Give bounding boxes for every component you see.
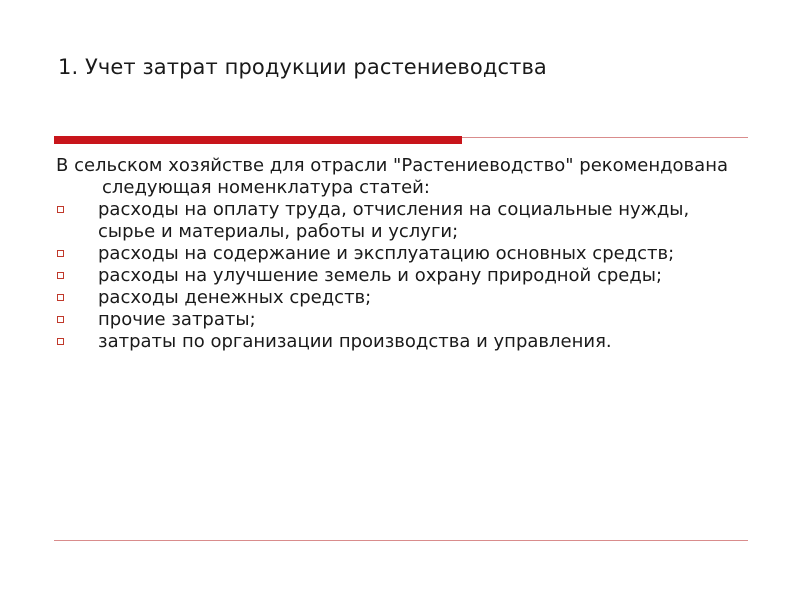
list-item-text: расходы денежных средств; [98,287,372,308]
list-item [52,287,752,309]
intro-paragraph [56,155,752,199]
list-item [52,199,752,243]
square-bullet-icon [57,250,64,257]
list-item [52,243,752,265]
square-bullet-icon [57,316,64,323]
square-bullet-icon [57,338,64,345]
list-item-text: прочие затраты; [98,309,256,330]
list-item-text: расходы на улучшение земель и охрану природной среды; [98,265,663,286]
list-item-text: расходы на оплату труда, отчисления на социальные нужды, сырье и материалы, работы и услуги; [98,199,690,242]
list-item [52,331,752,353]
square-bullet-icon [57,272,64,279]
slide-body [52,155,752,353]
cost-items-list [52,199,752,353]
list-item-text: затраты по организации производства и управления. [98,331,612,352]
slide-title: 1. Учет затрат продукции растениеводства [58,55,547,79]
square-bullet-icon [57,294,64,301]
square-bullet-icon [57,206,64,213]
list-item [52,309,752,331]
list-item-text: расходы на содержание и эксплуатацию основных средств; [98,243,675,264]
intro-text: В сельском хозяйстве для отрасли "Растениеводство" рекомендована следующая номенклатура статей: [56,155,728,198]
footer-divider [54,540,748,541]
title-divider-accent [54,136,462,144]
list-item [52,265,752,287]
